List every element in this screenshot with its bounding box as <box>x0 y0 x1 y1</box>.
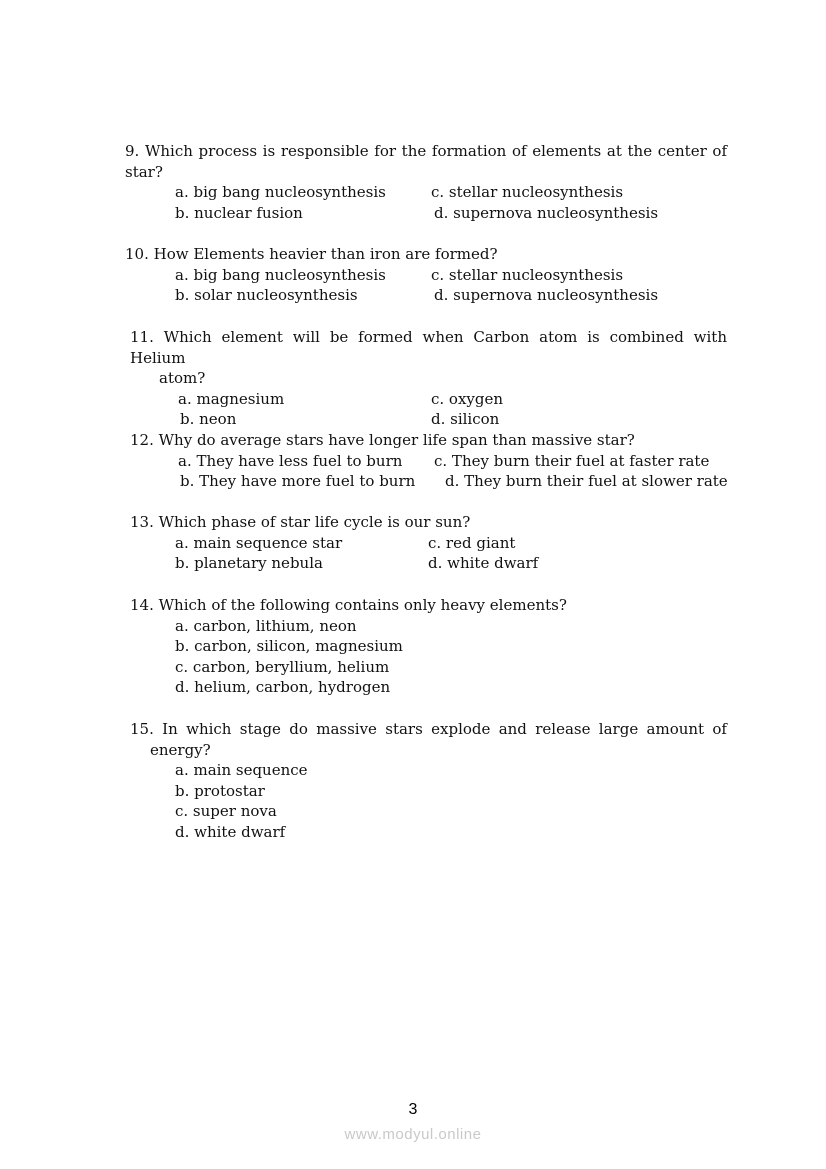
question-14 <box>130 595 727 698</box>
option-c: c. stellar nucleosynthesis <box>431 183 624 202</box>
option-c: c. super nova <box>175 802 277 821</box>
option-row <box>130 533 727 554</box>
question-11 <box>130 327 727 430</box>
option-d: d. helium, carbon, hydrogen <box>175 678 391 697</box>
question-15 <box>130 719 727 843</box>
question-12 <box>130 430 727 492</box>
question-stem-continued: energy? <box>150 740 211 759</box>
option-c: c. carbon, beryllium, helium <box>175 657 390 676</box>
option-a: a. main sequence star <box>175 533 343 552</box>
page-number: 3 <box>408 1101 418 1118</box>
option-b: b. solar nucleosynthesis <box>175 286 358 305</box>
question-stem: 10. How Elements heavier than iron are formed? <box>125 245 498 263</box>
question-9 <box>125 141 727 223</box>
question-stem: 13. Which phase of star life cycle is our sun? <box>130 513 471 531</box>
option-b: b. nuclear fusion <box>175 203 303 222</box>
option-a: a. main sequence <box>175 761 308 780</box>
option-d: d. supernova nucleosynthesis <box>434 203 659 222</box>
question-stem: 14. Which of the following contains only heavy elements? <box>130 596 567 614</box>
option-a: a. big bang nucleosynthesis <box>175 183 386 202</box>
option-c: c. red giant <box>428 533 516 552</box>
option-d: d. They burn their fuel at slower rate <box>445 472 728 491</box>
option-b: b. They have more fuel to burn <box>180 472 416 491</box>
option-row <box>130 409 727 430</box>
question-stem: 9. Which process is responsible for the formation of elements at the center of <box>125 142 727 160</box>
option-c: c. stellar nucleosynthesis <box>431 265 624 284</box>
option-b: b. neon <box>180 410 237 429</box>
option-row <box>130 451 727 472</box>
option-row <box>125 285 727 306</box>
option-row <box>130 553 727 574</box>
option-c: c. oxygen <box>431 389 504 408</box>
option-row <box>125 203 727 224</box>
option-d: d. white dwarf <box>428 554 539 573</box>
option-row <box>130 471 727 492</box>
option-row <box>130 389 727 410</box>
option-a: a. They have less fuel to burn <box>178 451 403 470</box>
question-stem: 11. Which element will be formed when Carbon atom is combined with Helium <box>130 328 727 367</box>
question-10 <box>125 244 727 306</box>
option-row <box>125 182 727 203</box>
question-stem-continued: star? <box>125 162 163 181</box>
question-stem-continued: atom? <box>159 369 206 388</box>
option-b: b. carbon, silicon, magnesium <box>175 637 403 656</box>
question-stem: 15. In which stage do massive stars explode and release large amount of <box>130 720 727 738</box>
option-d: d. supernova nucleosynthesis <box>434 286 659 305</box>
option-d: d. silicon <box>431 410 500 429</box>
question-13 <box>130 512 727 574</box>
option-a: a. carbon, lithium, neon <box>175 616 357 635</box>
option-c: c. They burn their fuel at faster rate <box>434 451 710 470</box>
option-a: a. magnesium <box>178 389 285 408</box>
option-d: d. white dwarf <box>175 822 286 841</box>
option-a: a. big bang nucleosynthesis <box>175 265 386 284</box>
option-row <box>125 265 727 286</box>
question-stem: 12. Why do average stars have longer life span than massive star? <box>130 431 635 449</box>
option-b: b. planetary nebula <box>175 554 323 573</box>
option-b: b. protostar <box>175 781 265 800</box>
watermark: www.modyul.online <box>344 1126 482 1143</box>
